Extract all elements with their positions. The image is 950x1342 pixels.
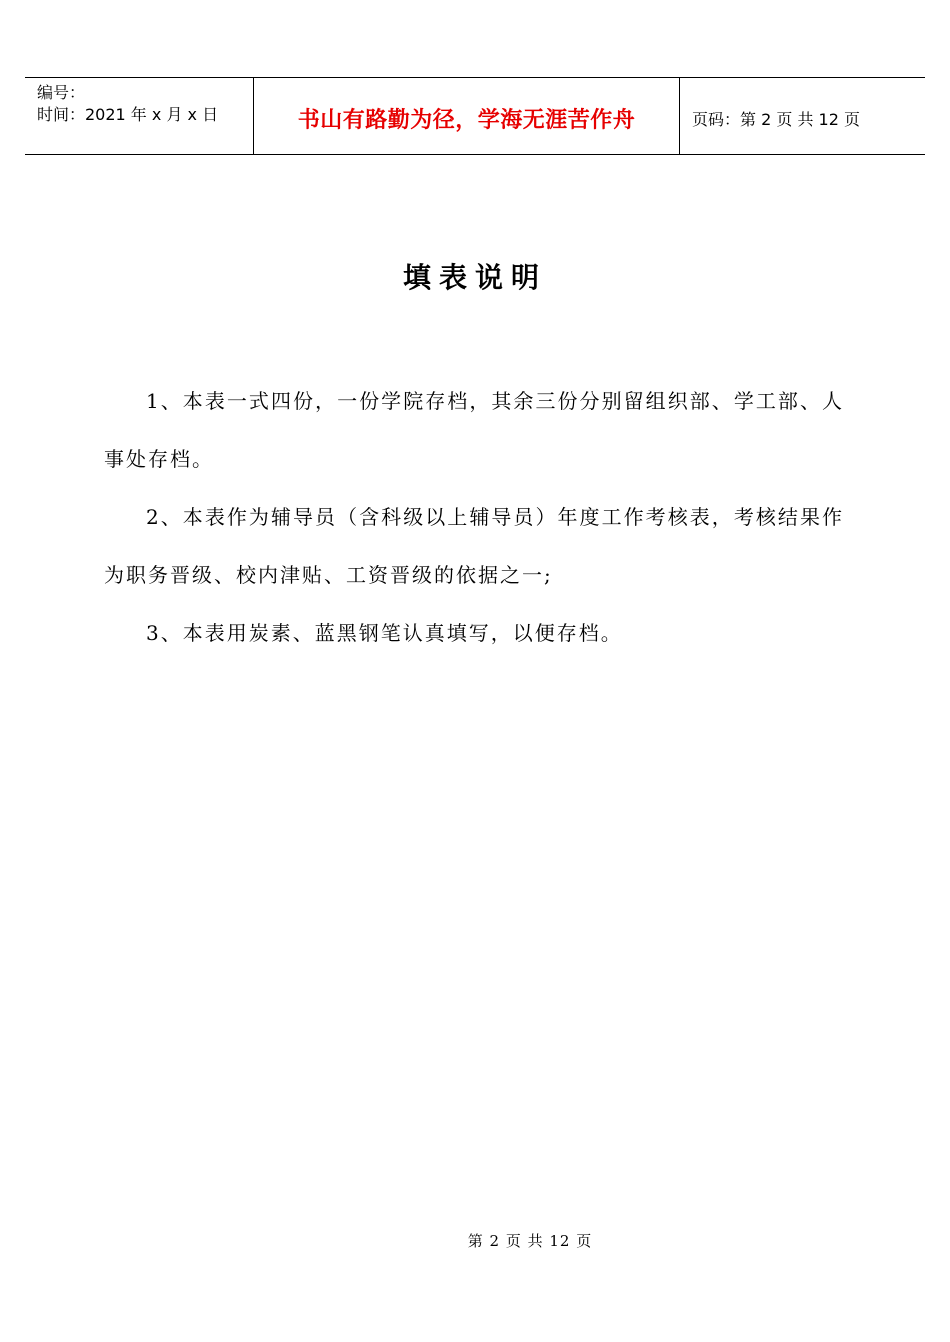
document-title: 填表说明 bbox=[402, 261, 547, 294]
instruction-paragraph: 1、本表一式四份，一份学院存档，其余三份分别留组织部、学工部、人事处存档。 bbox=[104, 389, 844, 471]
page-header bbox=[25, 77, 925, 155]
time-label: 时间：2021 年 x 月 x 日 bbox=[37, 105, 219, 124]
header-page-info: 页码：第 2 页 共 12 页 bbox=[692, 109, 860, 129]
instruction-paragraph: 3、本表用炭素、蓝黑钢笔认真填写，以便存档。 bbox=[146, 621, 623, 645]
instructions-body bbox=[104, 372, 844, 662]
number-label: 编号： bbox=[37, 83, 86, 102]
instruction-paragraph: 2、本表作为辅导员（含科级以上辅导员）年度工作考核表，考核结果作为职务晋级、校内津贴、工资晋级的依据之一; bbox=[104, 505, 844, 587]
page-footer: 第 2 页 共 12 页 bbox=[467, 1232, 593, 1250]
header-meta bbox=[25, 78, 254, 154]
header-motto: 书山有路勤为径，学海无涯苦作舟 bbox=[254, 78, 680, 154]
